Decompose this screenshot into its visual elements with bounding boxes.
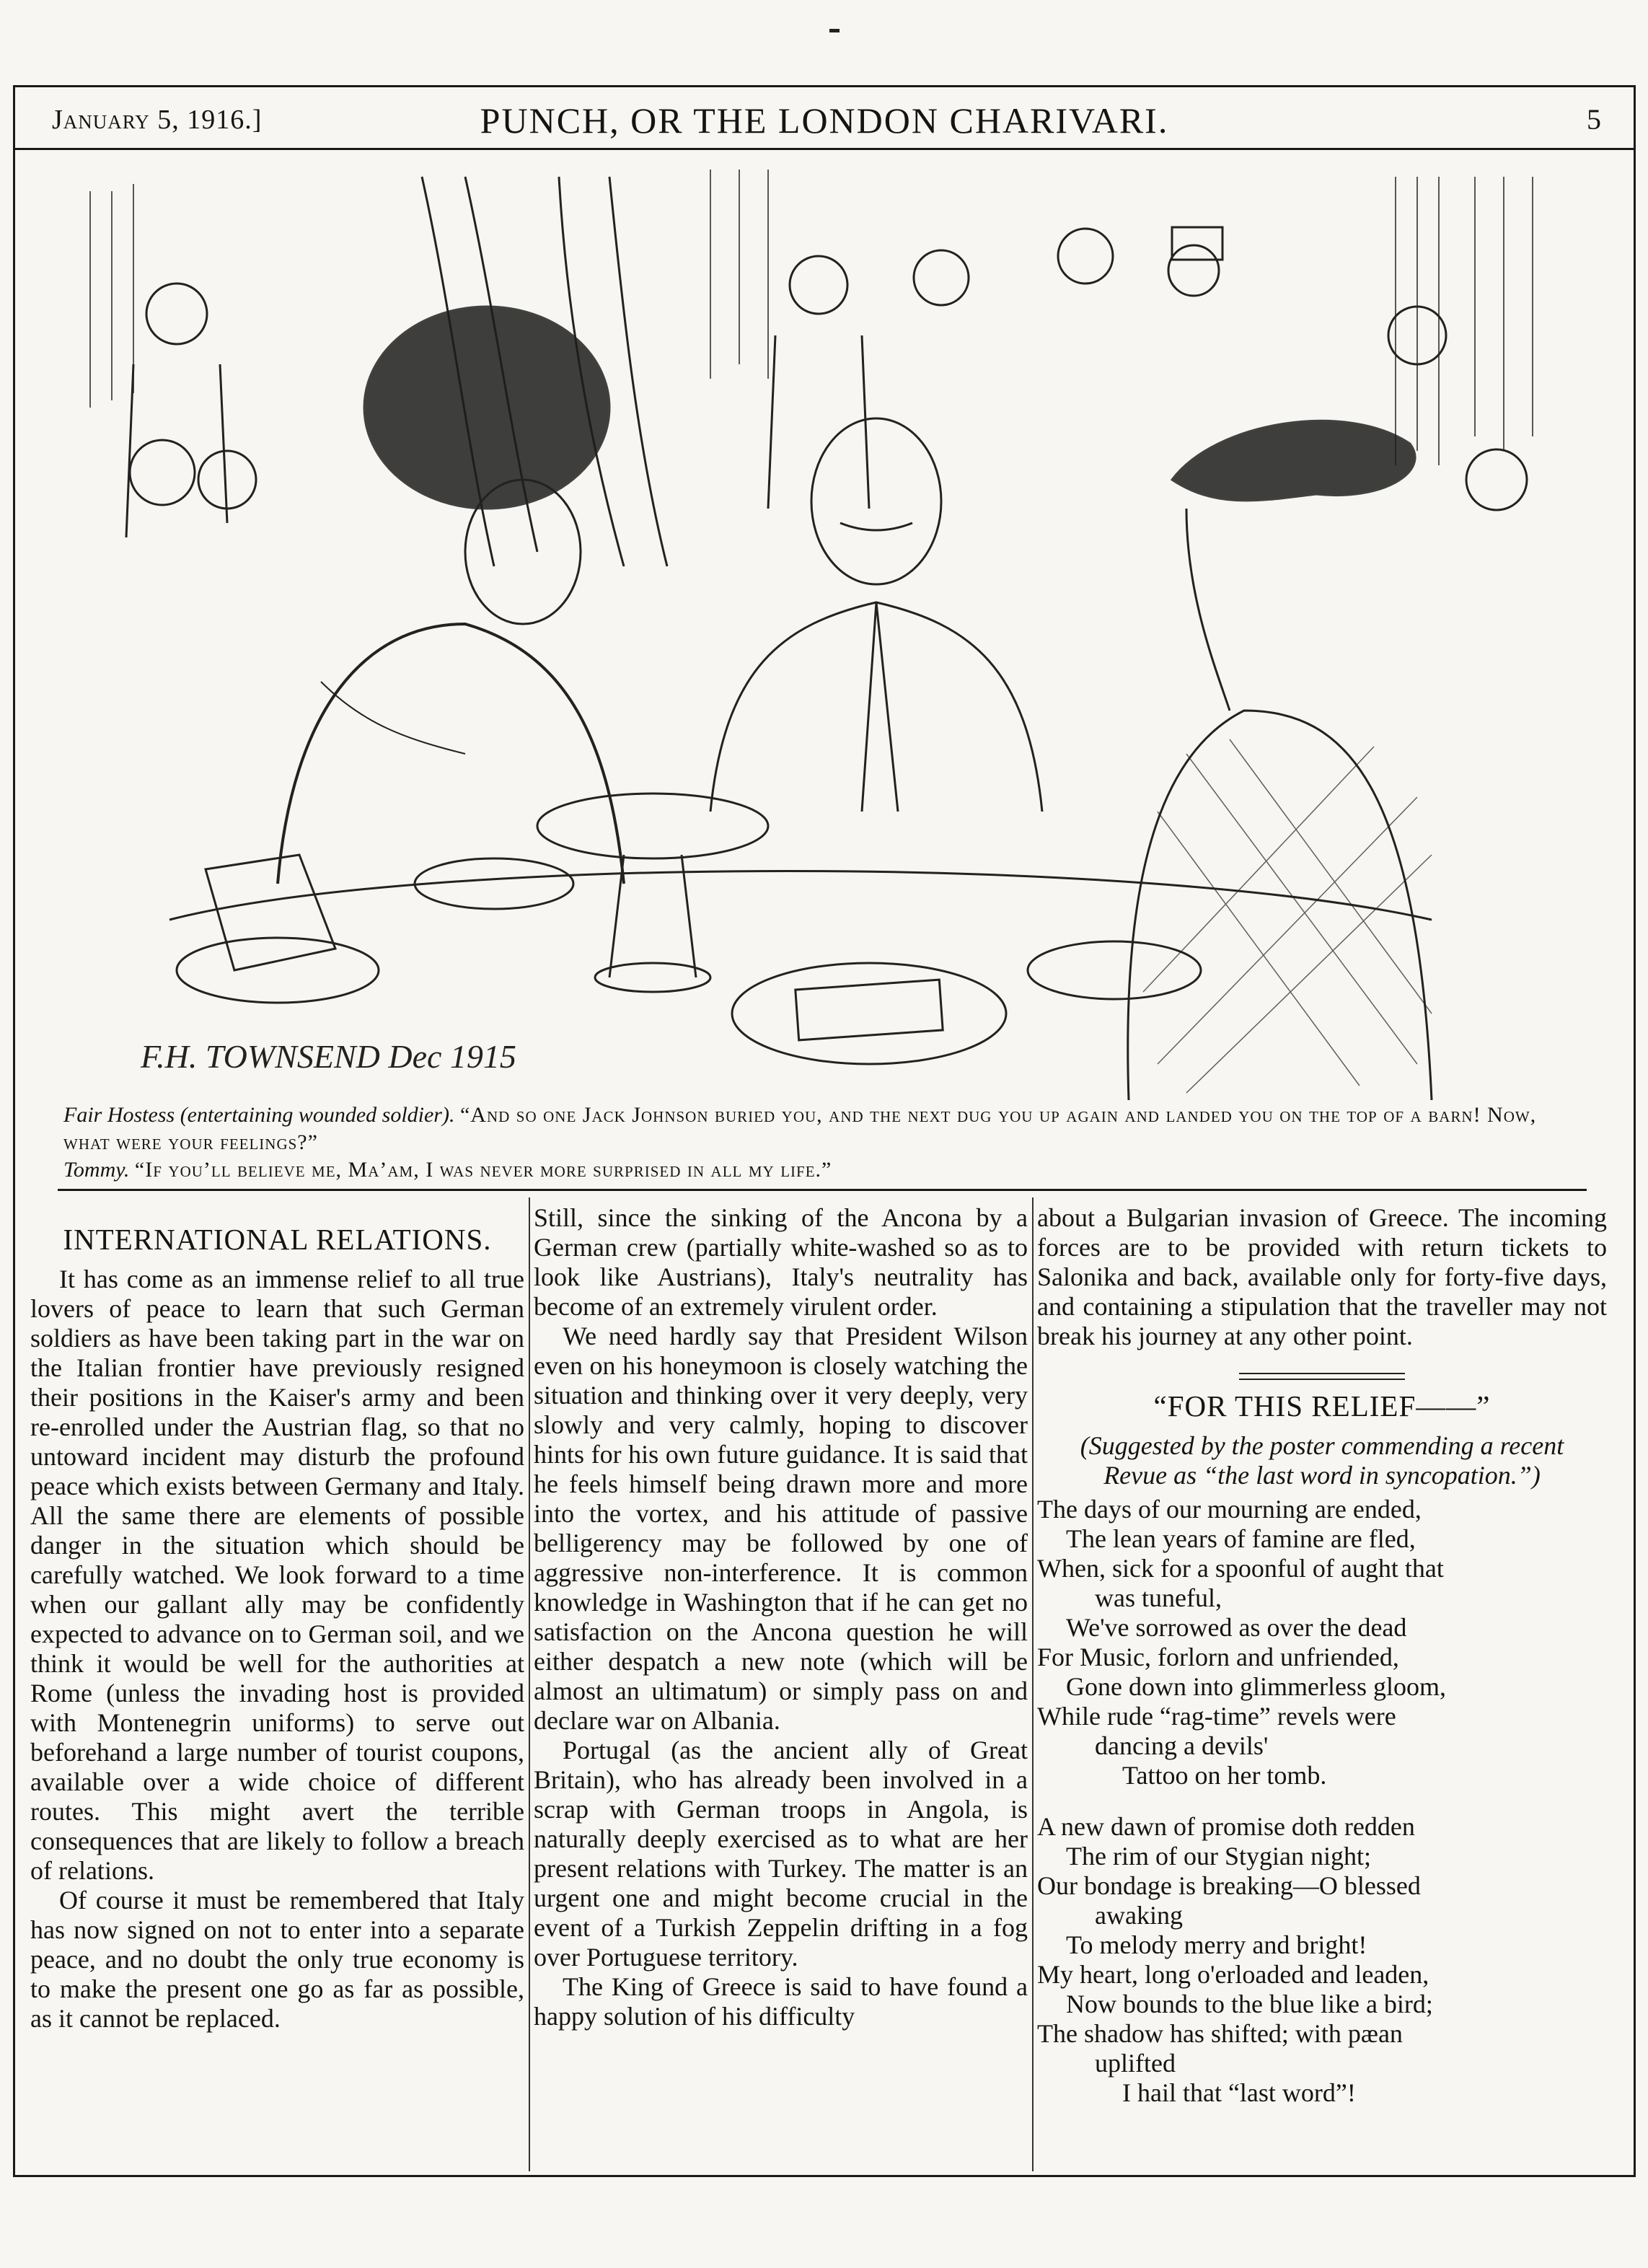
poem-line: A new dawn of promise doth redden (1037, 1812, 1415, 1841)
cartoon-illustration (61, 162, 1587, 1100)
caption-speaker-1-note: (entertaining wounded soldier). (180, 1103, 455, 1127)
poem-line: I hail that “last word”! (1122, 2078, 1356, 2107)
caption-speaker-2: Tommy. (63, 1158, 130, 1182)
poem-subtitle: (Suggested by the poster commending a recent Revue as “the last word in syncopation.”) (1080, 1431, 1564, 1490)
poem-line: When, sick for a spoonful of aught that (1037, 1554, 1444, 1583)
poem-title: “FOR THIS RELIEF——” (1153, 1389, 1491, 1423)
section-divider (1239, 1373, 1405, 1380)
caption-line-1 (63, 1102, 1585, 1156)
article-paragraph: Portugal (as the ancient ally of Great Britain), who has already been involved in a scrap with German troops in Angola, is naturally deeply exercised as to what are her present relations with Turkey. The matter is an urgent one and might become crucial in the event of a Turkish Zeppelin drifting in a fog over Portuguese territory. (534, 1736, 1028, 1972)
cartoon-caption (63, 1102, 1585, 1184)
article-paragraph: The King of Greece is said to have found a happy solution of his difficulty (534, 1972, 1028, 2031)
caption-quote-1: “And so one Jack Johnson buried you, and the next dug you up again and landed you on the top of a barn! Now, what were your feelings?” (63, 1103, 1537, 1154)
poem-body (1037, 1495, 1607, 2108)
column-divider (1032, 1197, 1034, 2171)
poem-line: We've sorrowed as over the dead (1066, 1613, 1407, 1642)
stanza-gap (1037, 1790, 1607, 1812)
poem-line: Gone down into glimmerless gloom, (1066, 1672, 1446, 1701)
poem-line: My heart, long o'erloaded and leaden, (1037, 1960, 1429, 1989)
poem-line: While rude “rag-time” revels were (1037, 1702, 1396, 1731)
poem-line: The lean years of famine are fled, (1066, 1524, 1416, 1553)
column-divider (529, 1197, 530, 2171)
article-paragraph: Still, since the sinking of the Ancona by a German crew (partially white-washed so as to look like Austrians), Italy's neutrality has become of an extremely virulent order. (534, 1203, 1028, 1321)
poem-line: Now bounds to the blue like a bird; (1066, 1990, 1433, 2018)
poem-line: The days of our mourning are ended, (1037, 1495, 1422, 1524)
article-heading: INTERNATIONAL RELATIONS. (63, 1223, 492, 1256)
poem-line: dancing a devils' (1095, 1731, 1269, 1760)
article-paragraph: Of course it must be remembered that Italy has now signed on not to enter into a separate peace, and no doubt the only true economy is to make the present one go as far as possible, as it cannot be replaced. (30, 1886, 524, 2033)
print-mark (829, 29, 840, 32)
poem-line: To melody merry and bright! (1066, 1930, 1367, 1959)
poem-line: Tattoo on her tomb. (1122, 1761, 1327, 1790)
caption-quote-2: “If you’ll believe me, Ma’am, I was never more surprised in all my life.” (134, 1158, 832, 1182)
poem-line: was tuneful, (1095, 1583, 1222, 1612)
article-paragraph: It has come as an immense relief to all true lovers of peace to learn that such German soldiers as have been taking part in the war on the Italian frontier have previously resigned their positions in the Kaiser's army and been re-enrolled under the Austrian flag, so that no untoward incident may disturb the profound peace which exists between Germany and Italy. All the same there are elements of possible danger in the situation which should be carefully watched. We look forward to a time when our gallant ally may be confidently expected to advance on to German soil, and we think it would be well for the authorities at Rome (unless the invading host is provided with Montenegrin uniforms) to serve out beforehand a large number of tourist coupons, available over a wide choice of different routes. This might avert the terrible consequences that are likely to follow a breach of relations. (30, 1265, 524, 1885)
poem-line: The rim of our Stygian night; (1066, 1842, 1371, 1871)
poem-line: The shadow has shifted; with pæan (1037, 2019, 1403, 2048)
poem-line: For Music, forlorn and unfriended, (1037, 1643, 1399, 1671)
article-column-3 (1037, 1203, 1607, 2108)
page-header (13, 85, 1636, 150)
article-column-1 (30, 1203, 524, 2034)
poem-line: Our bondage is breaking—O blessed (1037, 1871, 1421, 1900)
masthead-title: PUNCH, OR THE LONDON CHARIVARI. (480, 100, 1169, 141)
article-column-2 (534, 1203, 1028, 2031)
caption-speaker-1: Fair Hostess (63, 1103, 175, 1127)
artist-signature: F.H. TOWNSEND Dec 1915 (141, 1038, 516, 1075)
article-paragraph: We need hardly say that President Wilson even on his honeymoon is closely watching the situation and thinking over it very deeply, very slowly and very calmly, hoping to discover hints for his own future guidance. It is said that he feels himself being drawn more and more into the vortex, and his attitude of passive belligerency may be followed by one of aggressive non-interference. It is common knowledge in Washington that if he can get no satisfaction on the Ancona question he will either despatch a new note (which will be almost an ultimatum) or simply pass on and declare war on Albania. (534, 1322, 1028, 1735)
issue-date: January 5, 1916.] (52, 105, 263, 135)
caption-line-2 (63, 1156, 1585, 1184)
poem-line: awaking (1095, 1901, 1183, 1930)
caption-divider (58, 1189, 1587, 1191)
page-number: 5 (1587, 103, 1601, 136)
poem-line: uplifted (1095, 2049, 1176, 2078)
article-paragraph: about a Bulgarian invasion of Greece. The incoming forces are to be provided with return tickets to Salonika and back, available only for forty-five days, and containing a stipulation that the traveller may not break his journey at any other point. (1037, 1203, 1607, 1350)
